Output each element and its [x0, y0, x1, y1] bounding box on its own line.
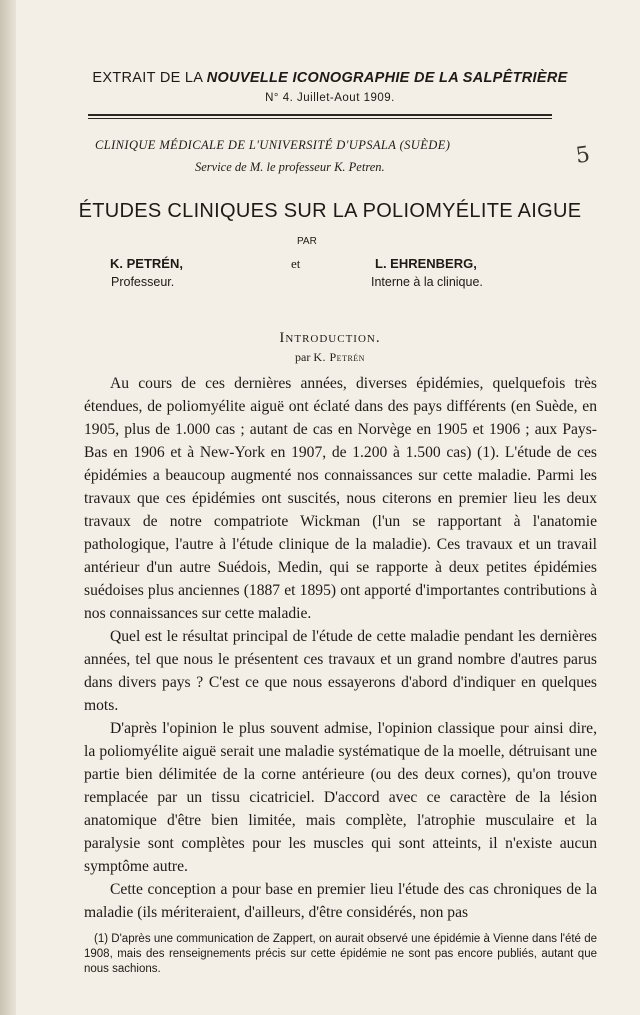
footnote-text: (1) D'après une communication de Zappert, on aurait observé une épidémie à Vienne dans l'été de 1908, mais des renseignements précis sur cette épidémie ne sont pas encore publiés, autant que nous sachions.: [84, 933, 597, 975]
journal-name: NOUVELLE ICONOGRAPHIE DE LA SALPÊTRIÈRE: [206, 70, 568, 86]
paragraph: Quel est le résultat principal de l'étude de cette maladie pendant les dernières années, tel que nous le présentent ces travaux et un grand nombre d'autres parus dans divers pays ? C'est ce que nous essayerons d'abord d'indiquer en quelques mots.: [84, 628, 597, 714]
section-author-name: K. Petrén: [313, 350, 365, 364]
article-title: ÉTUDES CLINIQUES SUR LA POLIOMYÉLITE AIGUE: [78, 200, 582, 222]
section-heading: Introduction.: [279, 330, 381, 346]
clinic-name: CLINIQUE MÉDICALE DE L'UNIVERSITÉ D'UPSALA (SUÈDE): [95, 138, 451, 152]
author-ehrenberg: L. EHRENBERG,: [375, 256, 477, 271]
header-prefix: EXTRAIT DE LA: [92, 70, 207, 86]
author-petren: K. PETRÉN,: [110, 256, 183, 271]
handwritten-number: 5: [574, 142, 592, 169]
page-binding-edge: [0, 0, 16, 1015]
footnote: [84, 932, 597, 977]
paragraph: Au cours de ces dernières années, diverses épidémies, quelquefois très étendues, de poliomyélite aiguë ont éclaté dans des pays différents (en Suède, en 1905, plus de 1.000 cas ; autant de cas en Norvège en 1905 et 1906 ; aux Pays-Bas en 1906 et à New-York en 1907, de 1.200 à 1.500 cas) (1). L'étude de ces épidémies a beaucoup augmenté nos connaissances sur cette maladie. Parmi les travaux que ces épidémies ont suscités, nous citerons en premier lieu les deux travaux de notre compatriote Wickman (l'un se rapportant à l'anatomie pathologique, l'autre à l'étude clinique de la maladie). Ces travaux et un travail antérieur d'un autre Suédois, Medin, qui se rapporte à deux petites épidémies suédoises plus anciennes (1887 et 1895) ont apporté d'importantes contributions à nos connaissances sur cette maladie.: [84, 375, 597, 622]
section-author-prefix: par: [295, 350, 314, 364]
header-rule-thin: [88, 118, 552, 119]
section-author: [40, 350, 620, 365]
issue-line: N° 4. Juillet-Aout 1909.: [265, 92, 395, 104]
paragraph: D'après l'opinion le plus souvent admise, l'opinion classique pour ainsi dire, la poliomyélite aiguë serait une maladie systématique de la moelle, détruisant une partie bien délimitée de la corne antérieure (ou des deux cornes), qu'on trouve remplacée par un tissu cicatriciel. D'accord avec ce caractère de la lésion anatomique d'être bien limitée, mais complète, l'atrophie musculaire et la paralysie sont complètes pour les muscles qui sont atteints, il n'existe aucun symptôme autre.: [84, 720, 597, 875]
body-text: [84, 372, 597, 924]
service-line: Service de M. le professeur K. Petren.: [195, 160, 385, 174]
by-label: PAR: [297, 236, 317, 247]
author-ehrenberg-role: Interne à la clinique.: [371, 275, 483, 289]
journal-header: [40, 70, 620, 86]
header-rule-thick: [88, 114, 552, 116]
author-petren-role: Professeur.: [111, 275, 175, 289]
paragraph: Cette conception a pour base en premier lieu l'étude des cas chroniques de la maladie (ils mériteraient, d'ailleurs, d'être considérés, non pas: [84, 881, 597, 921]
author-conjunction: et: [291, 256, 301, 271]
